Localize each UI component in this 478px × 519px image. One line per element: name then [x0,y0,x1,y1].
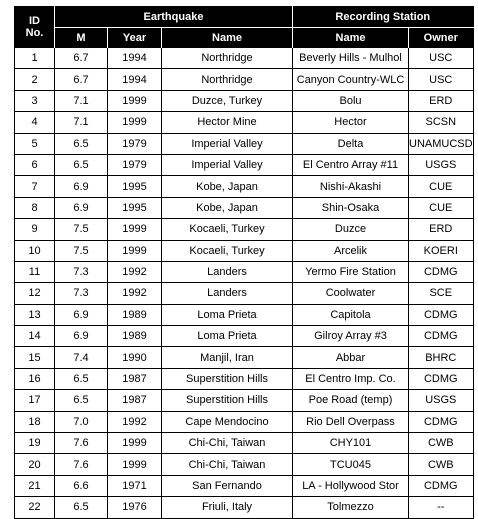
table-row [15,219,474,240]
magnitude-cell: 6.9 [55,326,108,347]
earthquake-name-cell: Landers [162,283,293,304]
station-name-cell: LA - Hollywood Stor [293,475,409,496]
magnitude-cell: 7.3 [55,283,108,304]
earthquake-records-table [14,6,474,519]
header-row-groups [15,7,474,28]
station-name-cell: El Centro Imp. Co. [293,368,409,389]
magnitude-cell: 7.5 [55,240,108,261]
magnitude-cell: 7.0 [55,411,108,432]
station-name-cell: Capitola [293,304,409,325]
station-name-cell: Rio Dell Overpass [293,411,409,432]
owner-cell: CWB [409,454,474,475]
magnitude-cell: 6.7 [55,69,108,90]
id-cell: 16 [15,368,55,389]
station-name-cell: Beverly Hills - Mulhol [293,48,409,69]
table-row [15,197,474,218]
station-group-header: Recording Station [293,7,474,28]
year-cell: 1999 [108,219,162,240]
id-cell: 10 [15,240,55,261]
id-cell: 7 [15,176,55,197]
year-cell: 1992 [108,411,162,432]
year-cell: 1999 [108,433,162,454]
earthquake-name-cell: Imperial Valley [162,154,293,175]
magnitude-cell: 6.5 [55,154,108,175]
id-cell: 18 [15,411,55,432]
id-cell: 22 [15,497,55,518]
owner-cell: ERD [409,219,474,240]
owner-cell: USC [409,48,474,69]
table-row [15,411,474,432]
earthquake-name-cell: Cape Mendocino [162,411,293,432]
year-cell: 1989 [108,304,162,325]
magnitude-cell: 6.9 [55,197,108,218]
year-cell: 1999 [108,112,162,133]
id-cell: 15 [15,347,55,368]
station-name-cell: Coolwater [293,283,409,304]
earthquake-name-column-header: Name [162,28,293,48]
id-cell: 11 [15,261,55,282]
table-row [15,69,474,90]
year-column-header: Year [108,28,162,48]
earthquake-name-cell: Kobe, Japan [162,176,293,197]
owner-cell: KOERI [409,240,474,261]
id-header-line1: ID [29,15,40,27]
id-cell: 13 [15,304,55,325]
id-cell: 3 [15,90,55,111]
table-wrapper [14,6,474,519]
magnitude-cell: 6.5 [55,133,108,154]
year-cell: 1992 [108,261,162,282]
earthquake-name-cell: Kocaeli, Turkey [162,240,293,261]
id-cell: 14 [15,326,55,347]
station-name-cell: Arcelik [293,240,409,261]
station-name-cell: Bolu [293,90,409,111]
owner-cell: USC [409,69,474,90]
magnitude-column-header: M [55,28,108,48]
owner-cell: USGS [409,390,474,411]
earthquake-name-cell: Kobe, Japan [162,197,293,218]
magnitude-cell: 7.1 [55,90,108,111]
table-row [15,112,474,133]
magnitude-cell: 7.6 [55,454,108,475]
station-name-cell: Yermo Fire Station [293,261,409,282]
magnitude-cell: 6.9 [55,304,108,325]
station-name-cell: Nishi-Akashi [293,176,409,197]
id-cell: 20 [15,454,55,475]
station-name-cell: Shin-Osaka [293,197,409,218]
id-cell: 19 [15,433,55,454]
earthquake-name-cell: Superstition Hills [162,390,293,411]
earthquake-name-cell: Hector Mine [162,112,293,133]
table-row [15,454,474,475]
earthquake-name-cell: Manjil, Iran [162,347,293,368]
owner-cell: CUE [409,176,474,197]
owner-cell: ERD [409,90,474,111]
earthquake-name-cell: Loma Prieta [162,304,293,325]
year-cell: 1994 [108,48,162,69]
earthquake-name-cell: San Fernando [162,475,293,496]
table-row [15,347,474,368]
table-row [15,497,474,518]
owner-cell: CDMG [409,411,474,432]
magnitude-cell: 6.5 [55,390,108,411]
table-row [15,176,474,197]
magnitude-cell: 7.1 [55,112,108,133]
earthquake-group-header: Earthquake [55,7,293,28]
year-cell: 1979 [108,154,162,175]
earthquake-name-cell: Chi-Chi, Taiwan [162,454,293,475]
year-cell: 1989 [108,326,162,347]
table-row [15,304,474,325]
station-name-cell: Gilroy Array #3 [293,326,409,347]
earthquake-name-cell: Duzce, Turkey [162,90,293,111]
earthquake-name-cell: Landers [162,261,293,282]
owner-cell: CUE [409,197,474,218]
id-cell: 8 [15,197,55,218]
owner-cell: CDMG [409,368,474,389]
year-cell: 1979 [108,133,162,154]
magnitude-cell: 7.6 [55,433,108,454]
table-row [15,48,474,69]
table-row [15,154,474,175]
station-name-column-header: Name [293,28,409,48]
owner-cell: -- [409,497,474,518]
year-cell: 1987 [108,390,162,411]
earthquake-name-cell: Chi-Chi, Taiwan [162,433,293,454]
table-row [15,475,474,496]
station-name-cell: Delta [293,133,409,154]
station-name-cell: Tolmezzo [293,497,409,518]
station-name-cell: Poe Road (temp) [293,390,409,411]
magnitude-cell: 6.5 [55,497,108,518]
station-name-cell: El Centro Array #11 [293,154,409,175]
station-name-cell: Abbar [293,347,409,368]
year-cell: 1992 [108,283,162,304]
magnitude-cell: 6.9 [55,176,108,197]
owner-cell: UNAMUCSD [409,133,474,154]
id-cell: 12 [15,283,55,304]
earthquake-name-cell: Superstition Hills [162,368,293,389]
id-cell: 17 [15,390,55,411]
owner-cell: CDMG [409,261,474,282]
header-row-columns [15,28,474,48]
earthquake-name-cell: Friuli, Italy [162,497,293,518]
id-cell: 21 [15,475,55,496]
owner-cell: CDMG [409,304,474,325]
year-cell: 1994 [108,69,162,90]
id-cell: 9 [15,219,55,240]
table-row [15,326,474,347]
station-name-cell: Duzce [293,219,409,240]
year-cell: 1990 [108,347,162,368]
table-row [15,368,474,389]
table-row [15,240,474,261]
earthquake-name-cell: Loma Prieta [162,326,293,347]
magnitude-cell: 7.3 [55,261,108,282]
owner-column-header: Owner [409,28,474,48]
owner-cell: SCSN [409,112,474,133]
id-cell: 4 [15,112,55,133]
magnitude-cell: 7.4 [55,347,108,368]
owner-cell: SCE [409,283,474,304]
magnitude-cell: 7.5 [55,219,108,240]
id-cell: 5 [15,133,55,154]
table-row [15,433,474,454]
year-cell: 1987 [108,368,162,389]
earthquake-name-cell: Northridge [162,48,293,69]
id-cell: 1 [15,48,55,69]
year-cell: 1995 [108,197,162,218]
table-row [15,283,474,304]
table-row [15,390,474,411]
earthquake-name-cell: Northridge [162,69,293,90]
earthquake-name-cell: Kocaeli, Turkey [162,219,293,240]
year-cell: 1999 [108,90,162,111]
owner-cell: BHRC [409,347,474,368]
table-body [15,48,474,519]
table-row [15,261,474,282]
id-cell: 6 [15,154,55,175]
magnitude-cell: 6.7 [55,48,108,69]
station-name-cell: Canyon Country-WLC [293,69,409,90]
year-cell: 1971 [108,475,162,496]
year-cell: 1995 [108,176,162,197]
table-row [15,90,474,111]
table-row [15,133,474,154]
year-cell: 1999 [108,240,162,261]
id-column-header [15,7,55,48]
id-header-line2: No. [25,27,44,39]
owner-cell: CDMG [409,326,474,347]
station-name-cell: Hector [293,112,409,133]
owner-cell: USGS [409,154,474,175]
year-cell: 1999 [108,454,162,475]
station-name-cell: TCU045 [293,454,409,475]
earthquake-name-cell: Imperial Valley [162,133,293,154]
owner-cell: CWB [409,433,474,454]
id-cell: 2 [15,69,55,90]
table-header [15,7,474,48]
owner-cell: CDMG [409,475,474,496]
station-name-cell: CHY101 [293,433,409,454]
magnitude-cell: 6.6 [55,475,108,496]
magnitude-cell: 6.5 [55,368,108,389]
year-cell: 1976 [108,497,162,518]
